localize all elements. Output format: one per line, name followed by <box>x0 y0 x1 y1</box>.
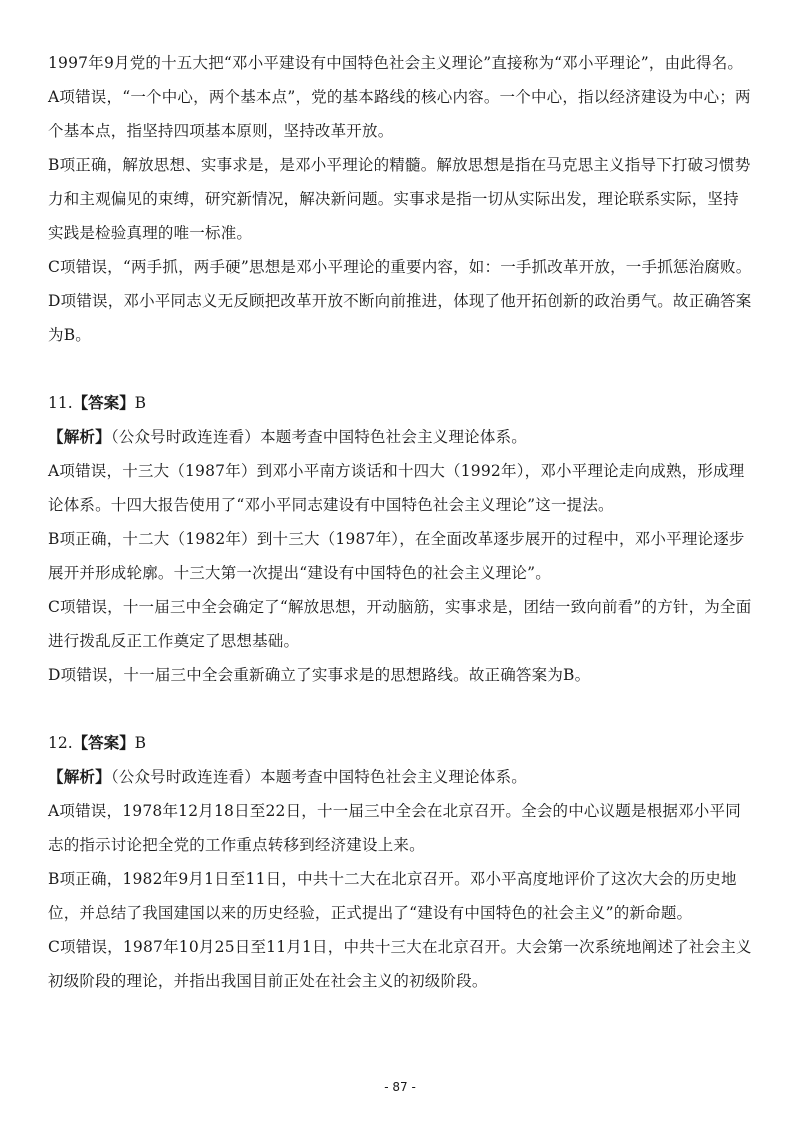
q12-option-c: C项错误，1987年10月25日至11月1日，中共十三大在北京召开。大会第一次系统地阐述了社会主义初级阶段的理论，并指出我国目前正处在社会主义的初级阶段。 <box>48 938 752 990</box>
q12-option-a: A项错误，1978年12月18日至22日，十一届三中全会在北京召开。全会的中心议题是根据邓小平同志的指示讨论把全党的工作重点转移到经济建设上来。 <box>48 802 741 854</box>
q11-answer: B <box>134 394 147 412</box>
section-gap <box>48 352 754 386</box>
q11-option-b: B项正确，十二大（1982年）到十三大（1987年），在全面改革逐步展开的过程中，邓小平理论逐步展开并形成轮廓。十三大第一次提出“建设有中国特色的社会主义理论”。 <box>48 530 745 582</box>
q11-option-a: A项错误，十三大（1987年）到邓小平南方谈话和十四大（1992年），邓小平理论走向成熟，形成理论体系。十四大报告使用了“邓小平同志建设有中国特色社会主义理论”这一提法。 <box>48 462 745 514</box>
q11-option-c: C项错误，十一届三中全会确定了“解放思想，开动脑筋，实事求是，团结一致向前看”的方针，为全面进行拨乱反正工作奠定了思想基础。 <box>48 598 752 650</box>
q11-number: 11. <box>48 394 73 412</box>
intro-paragraph-1: 1997年9月党的十五大把“邓小平建设有中国特色社会主义理论”直接称为“邓小平理论”，由此得名。 <box>48 54 744 72</box>
intro-option-d: D项错误，邓小平同志义无反顾把改革开放不断向前推进，体现了他开拓创新的政治勇气。故正确答案为B。 <box>48 292 752 344</box>
intro-option-a: A项错误，“一个中心，两个基本点”，党的基本路线的核心内容。一个中心，指以经济建设为中心；两个基本点，指坚持四项基本原则，坚持改革开放。 <box>48 88 751 140</box>
q12-analysis-line <box>48 760 754 794</box>
q12-answer: B <box>134 734 147 752</box>
q11-analysis-label: 【解析】 <box>48 427 111 446</box>
section-gap <box>48 692 754 726</box>
q11-analysis: （公众号时政连连看）本题考查中国特色社会主义理论体系。 <box>110 428 527 446</box>
q11-option-d: D项错误，十一届三中全会重新确立了实事求是的思想路线。故正确答案为B。 <box>48 666 591 684</box>
page-content <box>48 46 754 998</box>
q12-option-b: B项正确，1982年9月1日至11日，中共十二大在北京召开。邓小平高度地评价了这次大会的历史地位，并总结了我国建国以来的历史经验，正式提出了“建设有中国特色的社会主义”的新命题。 <box>48 870 737 922</box>
q12-analysis-label: 【解析】 <box>48 767 111 786</box>
q11-analysis-line <box>48 420 754 454</box>
page-number: - 87 - <box>384 1080 416 1094</box>
intro-option-b: B项正确，解放思想、实事求是，是邓小平理论的精髓。解放思想是指在马克思主义指导下打破习惯势力和主观偏见的束缚，研究新情况，解决新问题。实事求是指一切从实际出发，理论联系实际，坚持实践是检验真理的唯一标准。 <box>48 156 751 242</box>
q12-analysis: （公众号时政连连看）本题考查中国特色社会主义理论体系。 <box>110 768 527 786</box>
q12-number: 12. <box>48 734 73 752</box>
q11-answer-label: 【答案】 <box>72 393 135 412</box>
q11-answer-line <box>48 386 754 420</box>
intro-option-c: C项错误，“两手抓，两手硬”思想是邓小平理论的重要内容，如：一手抓改革开放，一手抓惩治腐败。 <box>48 258 752 276</box>
q12-answer-line <box>48 726 754 760</box>
q12-answer-label: 【答案】 <box>72 733 135 752</box>
